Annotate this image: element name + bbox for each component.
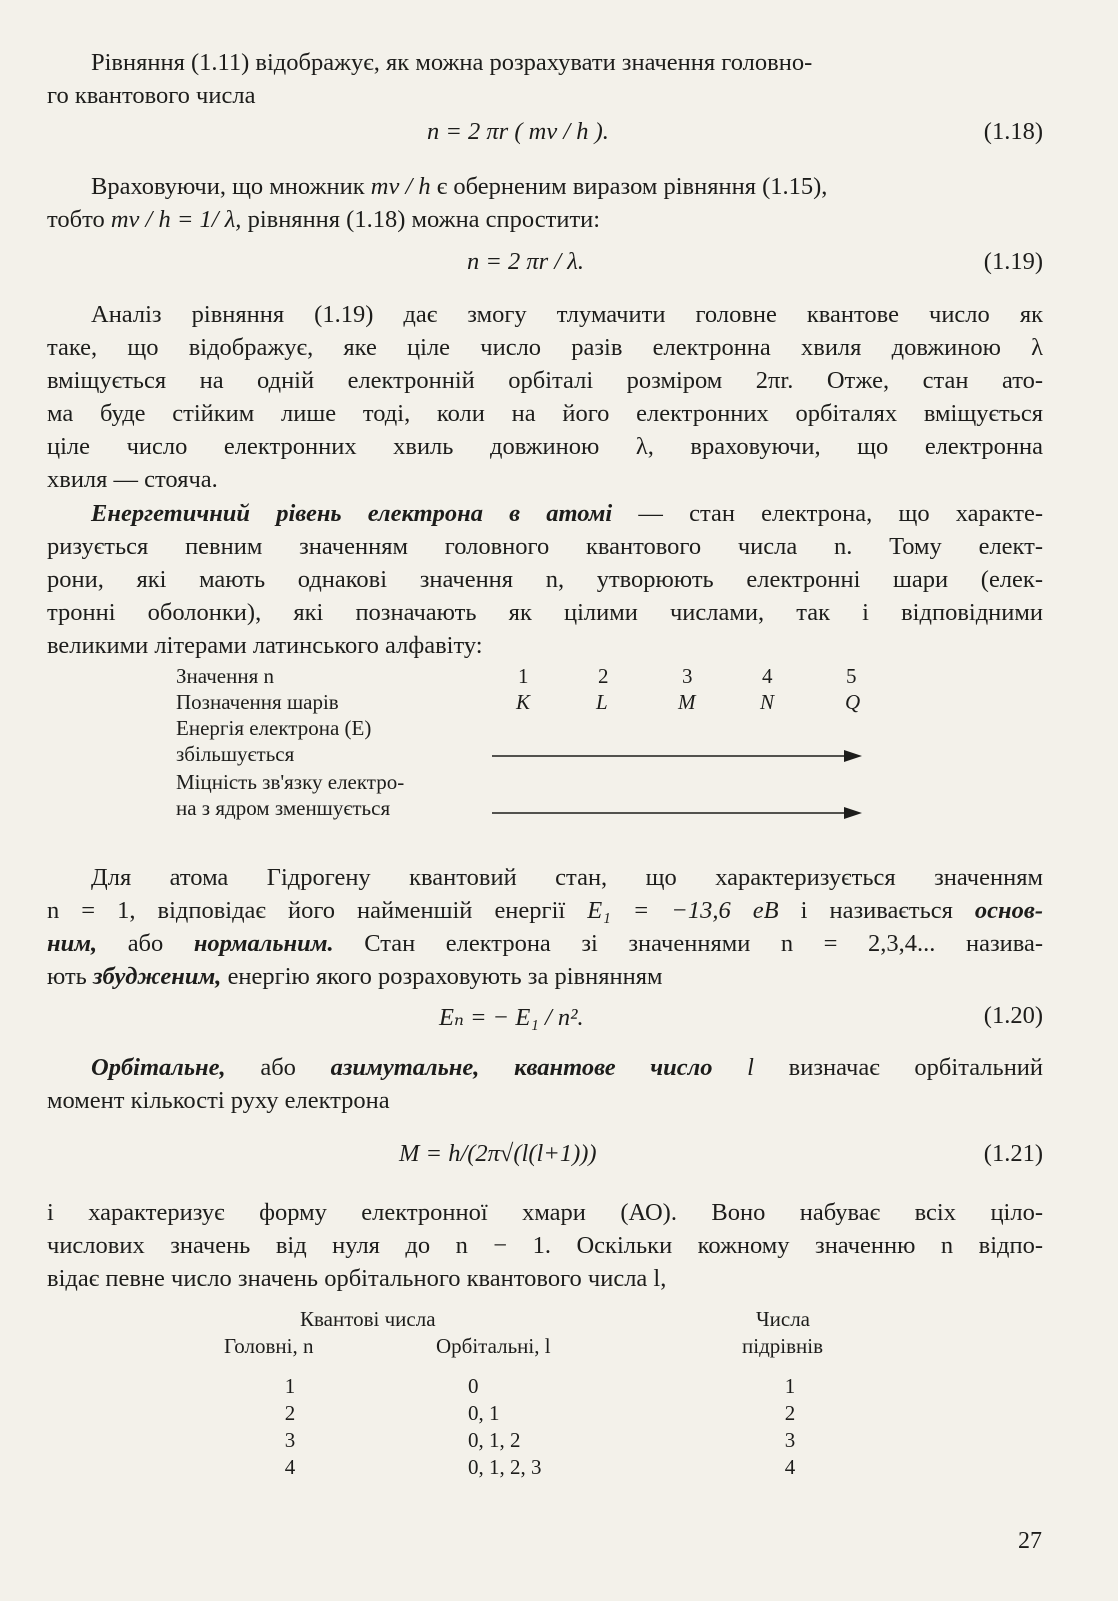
equation-1-19-number: (1.19) — [983, 248, 1043, 275]
symbol-l: l — [747, 1054, 754, 1081]
formula-mv-h-lambda: mv / h = 1/ λ, — [110, 206, 242, 233]
table-col-orbital — [468, 1373, 588, 1481]
n-value: 5 — [846, 664, 857, 688]
term-ground: основ- — [974, 897, 1044, 924]
term-excited: збудженим, — [93, 963, 222, 990]
table-cell: 3 — [784, 1428, 796, 1452]
table-group-header: Квантові числа — [300, 1307, 436, 1331]
table-col-sublevels-header-1: Числа — [756, 1307, 811, 1331]
table-cell: 2 — [784, 1401, 796, 1425]
term-energy-level: Енергетичний рівень електрона в атомі — [91, 500, 613, 527]
term-normal: нормальним. — [193, 930, 334, 957]
row-bond-label-1: Міцність зв'язку електро- — [176, 770, 405, 794]
shell-letter: M — [678, 690, 696, 714]
term-orbital: Орбітальне, — [91, 1054, 226, 1081]
table-cell: 0 — [468, 1374, 479, 1398]
table-col-main-header: Головні, n — [224, 1334, 314, 1358]
table-col-sublevels-header-2: підрівнів — [742, 1334, 823, 1358]
n-value: 4 — [762, 664, 773, 688]
equation-1-20-number: (1.20) — [983, 1002, 1043, 1029]
row-shells-label: Позначення шарів — [176, 690, 339, 714]
paragraph-2-line-1: Враховуючи, що множник mv / h є оберненим виразом рівняння (1.15), — [91, 173, 828, 200]
term-ground-cont: ним, — [47, 930, 98, 957]
equation-1-18-formula: n = 2 πr ( mv / h ). — [427, 118, 609, 145]
table-cell: 4 — [784, 1455, 796, 1479]
formula-e1: E₁ = −13,6 еВ — [587, 897, 779, 924]
paragraph-1 — [47, 46, 1043, 79]
equation-1-18 — [47, 118, 1043, 151]
equation-1-19-formula: n = 2 πr / λ. — [467, 248, 585, 275]
term-azimuthal: азимутальне, квантове число — [330, 1054, 713, 1081]
energy-arrow-icon — [492, 750, 862, 762]
table-cell: 2 — [284, 1401, 296, 1425]
table-cell: 0, 1 — [468, 1401, 500, 1425]
paragraph-4: Енергетичний рівень електрона в атомі — стан електрона, що характе- ризується певним значенням головного квантового числа n. Тому елект- рони, які мають однакові значення n, утворюють електронні шари (елек- тронні оболонки), які позначають як цілими числами, так і відповідними великими літерами латинського алфавіту: — [47, 500, 1043, 659]
shell-letter: N — [760, 690, 775, 714]
table-cell: 4 — [284, 1455, 296, 1479]
paragraph-1-cont — [47, 79, 1043, 112]
paragraph-7: і характеризує форму електронної хмари (АО). Воно набуває всіх ціло- числових значень від нуля до n − 1. Оскільки кожному значенню n відпо- відає певне число значень орбітального квантового числа l, — [47, 1199, 1043, 1292]
row-bond-label-2: на з ядром зменшується — [176, 796, 391, 820]
bond-arrow-icon — [492, 807, 862, 819]
table-cell: 1 — [784, 1374, 796, 1398]
n-value: 1 — [518, 664, 529, 688]
row-energy-label-2: збільшується — [176, 742, 295, 766]
table-cell: 0, 1, 2 — [468, 1428, 521, 1452]
table-col-orbital-header: Орбітальні, l — [436, 1334, 551, 1358]
equation-1-21 — [47, 1140, 1043, 1173]
paragraph-1-line-1: Рівняння (1.11) відображує, як можна розрахувати значення головно- — [91, 49, 813, 76]
table-cell: 0, 1, 2, 3 — [468, 1455, 542, 1479]
row-n-label: Значення n — [176, 664, 275, 688]
table-cell: 3 — [284, 1428, 296, 1452]
paragraph-1-line-2: го квантового числа — [47, 82, 256, 109]
equation-1-21-formula: M = h/(2π√(l(l+1))) — [399, 1140, 597, 1167]
paragraph-6: Орбітальне, або азимутальне, квантове число l визначає орбітальний момент кількості руху електрона — [47, 1054, 1044, 1114]
equation-1-21-number: (1.21) — [983, 1140, 1043, 1167]
equation-1-18-number: (1.18) — [983, 118, 1043, 145]
paragraph-2-line-2: тобто mv / h = 1/ λ, рівняння (1.18) можна спростити: — [47, 206, 601, 233]
row-energy-label-1: Енергія електрона (E) — [176, 716, 372, 740]
n-value: 3 — [682, 664, 693, 688]
n-value: 2 — [598, 664, 609, 688]
table-col-sublevels — [770, 1373, 810, 1481]
table-col-main — [270, 1373, 310, 1481]
equation-1-19 — [47, 248, 1043, 281]
formula-mv-h: mv / h — [370, 173, 431, 200]
equation-1-20 — [47, 1002, 1043, 1035]
shell-letter: K — [516, 690, 531, 714]
paragraph-5: Для атома Гідрогену квантовий стан, що характеризується значенням n = 1, відповідає його найменшій енергії E₁ = −13,6 еВ і називається основ- ним, або нормальним. Стан електрона зі значеннями n = 2,3,4... назива- ють збудженим, енергію якого розраховують за рівнянням — [47, 864, 1044, 990]
shell-letter: Q — [845, 690, 861, 714]
paragraph-3: Аналіз рівняння (1.19) дає змогу тлумачити головне квантове число як таке, що відображує, яке ціле число разів електронна хвиля довжиною λ вміщується на одній електронній орбіталі розміром 2πr. Отже, стан ато- ма буде стійким лише тоді, коли на його електронних орбіталях вміщується ціле число електронних хвиль довжиною λ, враховуючи, що електронна хвиля — стояча. — [47, 301, 1043, 493]
page-number: 27 — [1018, 1528, 1042, 1554]
shell-letter: L — [596, 690, 608, 714]
equation-1-20-formula: Eₙ = − E₁ / n². — [439, 1004, 584, 1031]
table-cell: 1 — [284, 1374, 296, 1398]
